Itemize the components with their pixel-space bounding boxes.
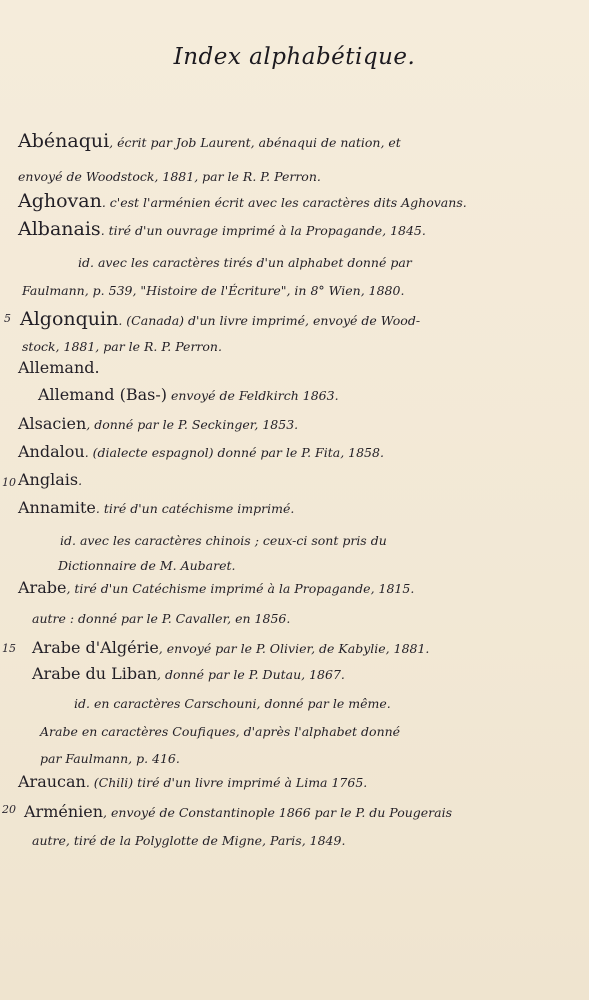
entry-text: autre : donné par le P. Cavaller, en 1856. [32, 611, 291, 626]
entry-text: autre, tiré de la Polyglotte de Migne, Paris, 1849. [32, 833, 346, 848]
entry-heading: Arabe d'Algérie [32, 638, 159, 657]
margin-number: 15 [2, 642, 16, 655]
index-line [78, 250, 412, 272]
entry-heading: Andalou [18, 442, 85, 461]
entry-heading: Annamite [18, 498, 96, 517]
index-line [18, 358, 100, 377]
index-line [22, 334, 222, 356]
entry-text: stock, 1881, par le R. P. Perron. [22, 339, 222, 354]
index-line [18, 218, 426, 240]
entry-text: , donné par le P. Dutau, 1867. [157, 667, 345, 682]
entry-text: . tiré d'un catéchisme imprimé. [95, 501, 295, 516]
entry-heading: Arménien [24, 802, 104, 821]
index-line [18, 414, 298, 433]
entry-heading: Arabe du Liban [32, 664, 157, 683]
index-line [18, 772, 367, 791]
index-line [18, 470, 82, 489]
entry-text: . (dialecte espagnol) donné par le P. Fita, 1858. [84, 445, 384, 460]
entry-text: id. avec les caractères tirés d'un alphabet donné par [78, 255, 412, 270]
index-line [32, 828, 345, 850]
entry-text: Dictionnaire de M. Aubaret. [58, 558, 236, 573]
entry-text: id. en caractères Carschouni, donné par le même. [74, 696, 391, 711]
index-line [18, 578, 414, 597]
entry-text: par Faulmann, p. 416. [40, 751, 180, 766]
index-line [18, 190, 467, 212]
index-line [22, 278, 404, 300]
entry-heading: Albanais [18, 218, 101, 240]
entry-text: . (Canada) d'un livre imprimé, envoyé de Wood- [118, 313, 421, 328]
entry-text: id. avec les caractères chinois ; ceux-ci sont pris du [60, 533, 387, 548]
margin-number: 20 [2, 803, 16, 816]
entry-heading: Allemand. [18, 358, 100, 377]
entry-text: . [78, 473, 83, 488]
entry-text: , envoyé par le P. Olivier, de Kabylie, 1881. [158, 641, 430, 656]
margin-number: 5 [4, 312, 11, 325]
entry-text: , envoyé de Constantinople 1866 par le P. du Pougerais [103, 805, 453, 820]
entry-heading: Allemand (Bas-) [38, 385, 167, 404]
entry-heading: Abénaqui [18, 130, 110, 152]
index-line [32, 664, 345, 683]
index-line [58, 553, 235, 575]
index-line [18, 164, 321, 186]
entry-text: , tiré d'un Catéchisme imprimé à la Propagande, 1815. [66, 581, 415, 596]
entry-text: , écrit par Job Laurent, abénaqui de nation, et [109, 135, 401, 150]
entry-heading: Anglais [18, 470, 79, 489]
entry-text: . (Chili) tiré d'un livre imprimé à Lima 1765. [85, 775, 368, 790]
entry-text: Faulmann, p. 539, "Histoire de l'Écriture", in 8° Wien, 1880. [22, 283, 405, 298]
entry-heading: Alsacien [18, 414, 87, 433]
index-line [60, 528, 387, 550]
index-line [18, 130, 401, 152]
index-line [20, 308, 420, 330]
index-line [32, 606, 290, 628]
index-line [32, 638, 429, 657]
entry-text: . tiré d'un ouvrage imprimé à la Propagande, 1845. [100, 223, 426, 238]
entry-heading: Algonquin [20, 308, 119, 330]
margin-number: 10 [2, 476, 16, 489]
index-line [24, 802, 452, 821]
index-line [40, 719, 400, 741]
index-line [18, 442, 384, 461]
page-title: Index alphabétique. [173, 44, 416, 70]
entry-text: . c'est l'arménien écrit avec les caractères dits Aghovans. [101, 195, 467, 210]
index-line [38, 385, 339, 404]
index-line [18, 498, 294, 517]
index-line [40, 746, 180, 768]
entry-text: Arabe en caractères Coufiques, d'après l'alphabet donné [40, 724, 401, 739]
entry-text: envoyé de Woodstock, 1881, par le R. P. Perron. [18, 169, 321, 184]
index-line [74, 691, 391, 713]
entry-heading: Arabe [18, 578, 67, 597]
entry-text: , donné par le P. Seckinger, 1853. [86, 417, 299, 432]
entry-heading: Araucan [18, 772, 86, 791]
entry-heading: Aghovan [18, 190, 102, 212]
entry-text: envoyé de Feldkirch 1863. [167, 388, 339, 403]
